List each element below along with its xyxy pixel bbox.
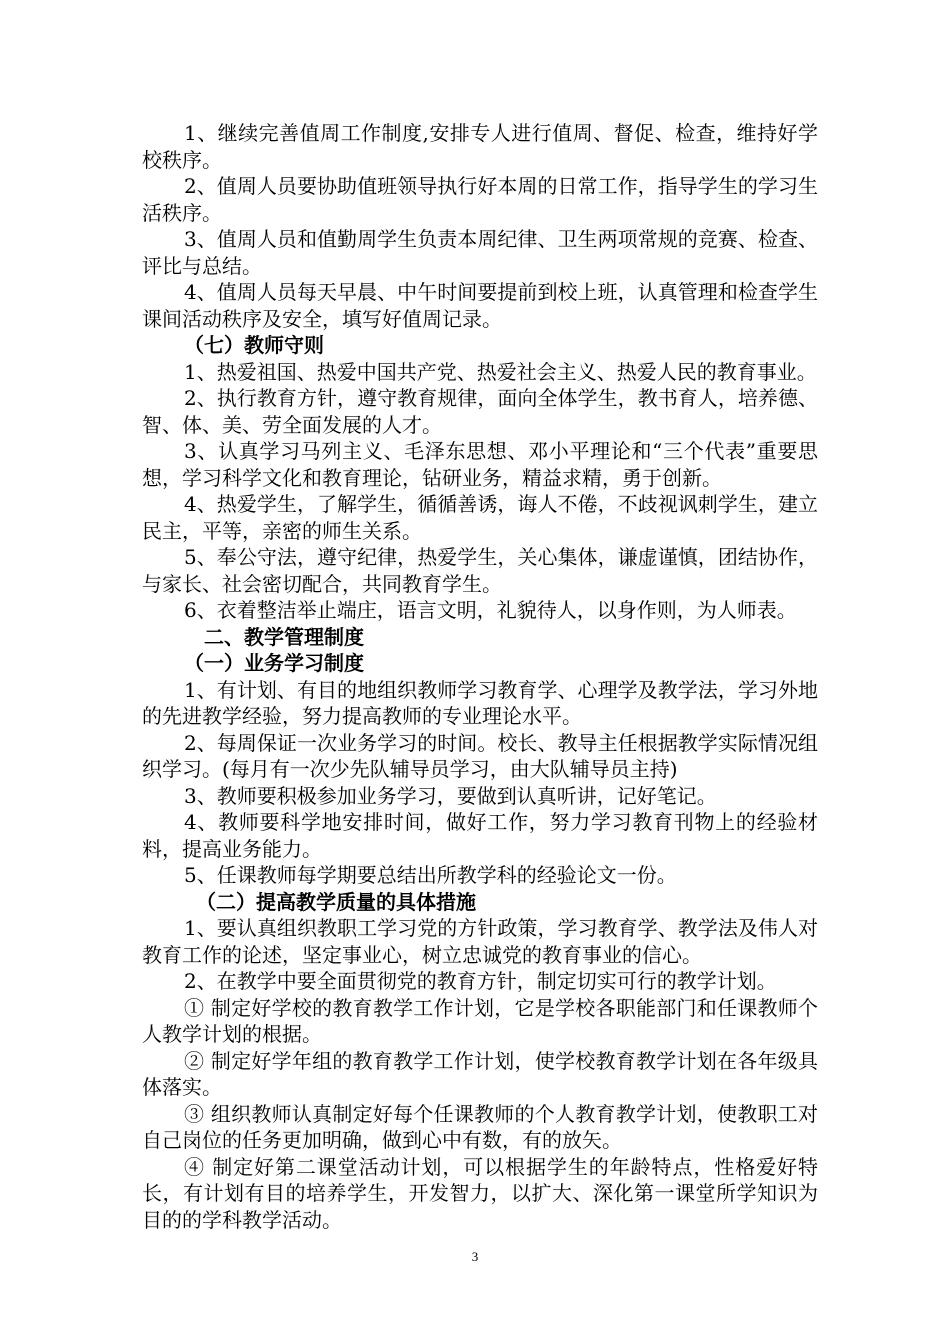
paragraph: 1、热爱祖国、热爱中国共产党、热爱社会主义、热爱人民的教育事业。 [184,359,817,384]
chapter-heading: 二、教学管理制度 [204,624,364,649]
paragraph: 3、教师要积极参加业务学习，要做到认真听讲，记好笔记。 [184,783,717,808]
page-number: 3 [471,1249,479,1264]
document-body [142,120,818,1233]
paragraph: 5、奉公守法，遵守纪律，热爱学生，关心集体，谦虚谨慎，团结协作，与家长、社会密切配合，共同教育学生。 [142,545,818,596]
paragraph: ④ 制定好第二课堂活动计划，可以根据学生的年龄特点，性格爱好特长，有计划有目的培养学生，开发智力，以扩大、深化第一课堂所学知识为目的的学科教学活动。 [142,1154,818,1232]
paragraph: 1、有计划、有目的地组织教师学习教育学、心理学及教学法，学习外地的先进教学经验，努力提高教师的专业理论水平。 [142,677,818,728]
paragraph: 5、任课教师每学期要总结出所教学科的经验论文一份。 [184,863,677,887]
paragraph: 4、教师要科学地安排时间，做好工作，努力学习教育刊物上的经验材料，提高业务能力。 [142,810,818,861]
paragraph: ① 制定好学校的教育教学工作计划，它是学校各职能部门和任课教师个人教学计划的根据。 [142,995,818,1046]
paragraph: 2、值周人员要协助值班领导执行好本周的日常工作，指导学生的学习生活秩序。 [142,174,818,225]
paragraph: 1、继续完善值周工作制度,安排专人进行值周、督促、检查，维持好学校秩序。 [142,121,818,172]
paragraph: 2、每周保证一次业务学习的时间。校长、教导主任根据教学实际情况组织学习。(每月有一次少先队辅导员学习，由大队辅导员主持) [142,730,818,781]
section-heading: （一）业务学习制度 [184,651,364,675]
paragraph: 3、值周人员和值勤周学生负责本周纪律、卫生两项常规的竞赛、检查、评比与总结。 [142,227,818,278]
paragraph: 3、认真学习马列主义、毛泽东思想、邓小平理论和“三个代表”重要思想，学习科学文化和教育理论，钻研业务，精益求精，勇于创新。 [142,439,818,490]
paragraph: 2、执行教育方针，遵守教育规律，面向全体学生，教书育人，培养德、智、体、美、劳全面发展的人才。 [142,386,818,437]
paragraph: 1、要认真组织教职工学习党的方针政策，学习教育学、教学法及伟人对教育工作的论述，坚定事业心，树立忠诚党的教育事业的信心。 [142,916,818,967]
section-heading: （二）提高教学质量的具体措施 [196,889,476,914]
paragraph: 2、在教学中要全面贯彻党的教育方针，制定切实可行的教学计划。 [184,969,777,993]
section-heading: （七）教师守则 [184,333,324,357]
paragraph: 6、衣着整洁举止端庄，语言文明，礼貌待人，以身作则，为人师表。 [184,598,797,622]
paragraph: ② 制定好学年组的教育教学工作计划，使学校教育教学计划在各年级具体落实。 [142,1048,818,1099]
paragraph: ③ 组织教师认真制定好每个任课教师的个人教育教学计划，使教职工对自己岗位的任务更加明确，做到心中有数，有的放矢。 [142,1101,818,1152]
paragraph: 4、热爱学生，了解学生，循循善诱，诲人不倦，不歧视讽刺学生，建立民主，平等，亲密的师生关系。 [142,492,818,543]
paragraph: 4、值周人员每天早晨、中午时间要提前到校上班，认真管理和检查学生课间活动秩序及安全，填写好值周记录。 [142,280,818,331]
